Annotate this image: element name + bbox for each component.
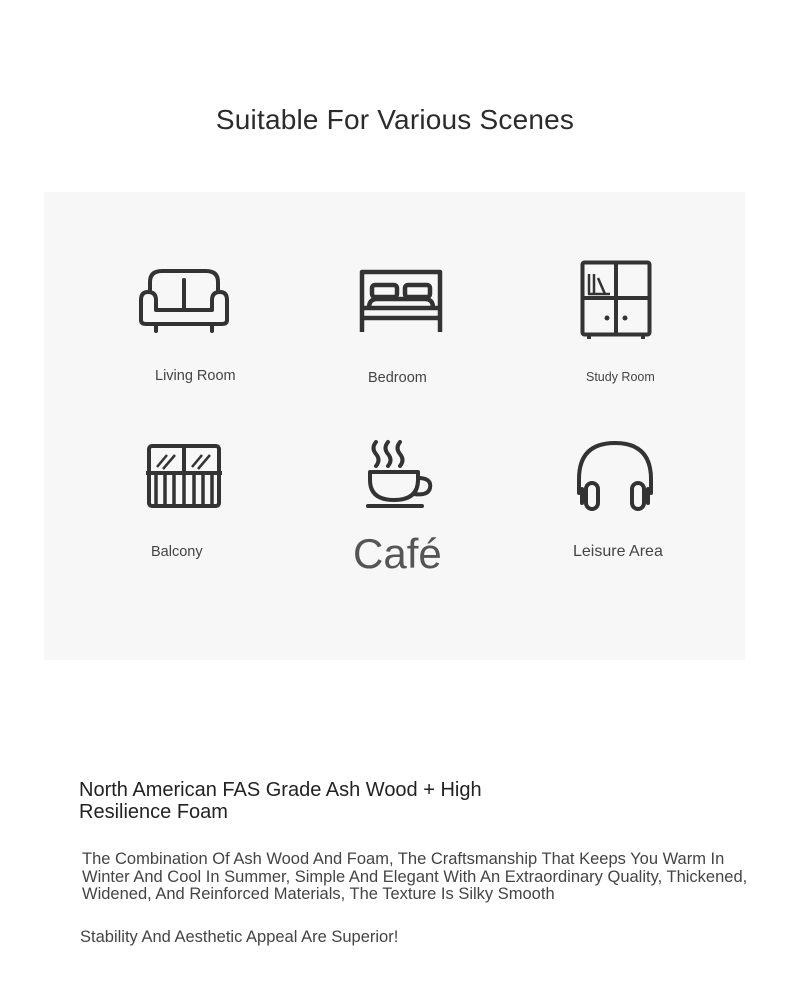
scenes-panel: [44, 192, 745, 660]
scene-leisure-area: [573, 437, 657, 513]
scene-label: Bedroom: [368, 370, 427, 386]
product-description: The Combination Of Ash Wood And Foam, The Craftsmanship That Keeps You Warm In Winter And Cool In Summer, Simple And Elegant With An Extraordinary Quality, Thickened, Widened, And Reinforced Materials, The Texture Is Silky Smooth: [82, 850, 748, 903]
section-title: Suitable For Various Scenes: [215, 104, 575, 135]
scene-living-room: [138, 268, 230, 334]
coffee-cup-icon: [364, 438, 436, 510]
scene-study-room: [580, 260, 652, 340]
balcony-window-icon: [145, 443, 223, 509]
bed-icon: [357, 268, 445, 334]
product-headline: North American FAS Grade Ash Wood + High Resilience Foam: [79, 779, 482, 823]
scene-balcony: [145, 443, 223, 509]
scene-label: Balcony: [151, 544, 203, 560]
sofa-icon: [138, 268, 230, 334]
bookshelf-icon: [580, 260, 652, 340]
scene-label: Study Room: [586, 370, 655, 384]
product-tagline: Stability And Aesthetic Appeal Are Superior!: [80, 928, 399, 946]
scene-bedroom: [357, 268, 445, 334]
scene-label: Café: [353, 530, 442, 577]
scene-label: Leisure Area: [573, 543, 663, 560]
scene-cafe: [364, 438, 436, 510]
headphones-icon: [573, 437, 657, 513]
scene-label: Living Room: [155, 368, 236, 384]
